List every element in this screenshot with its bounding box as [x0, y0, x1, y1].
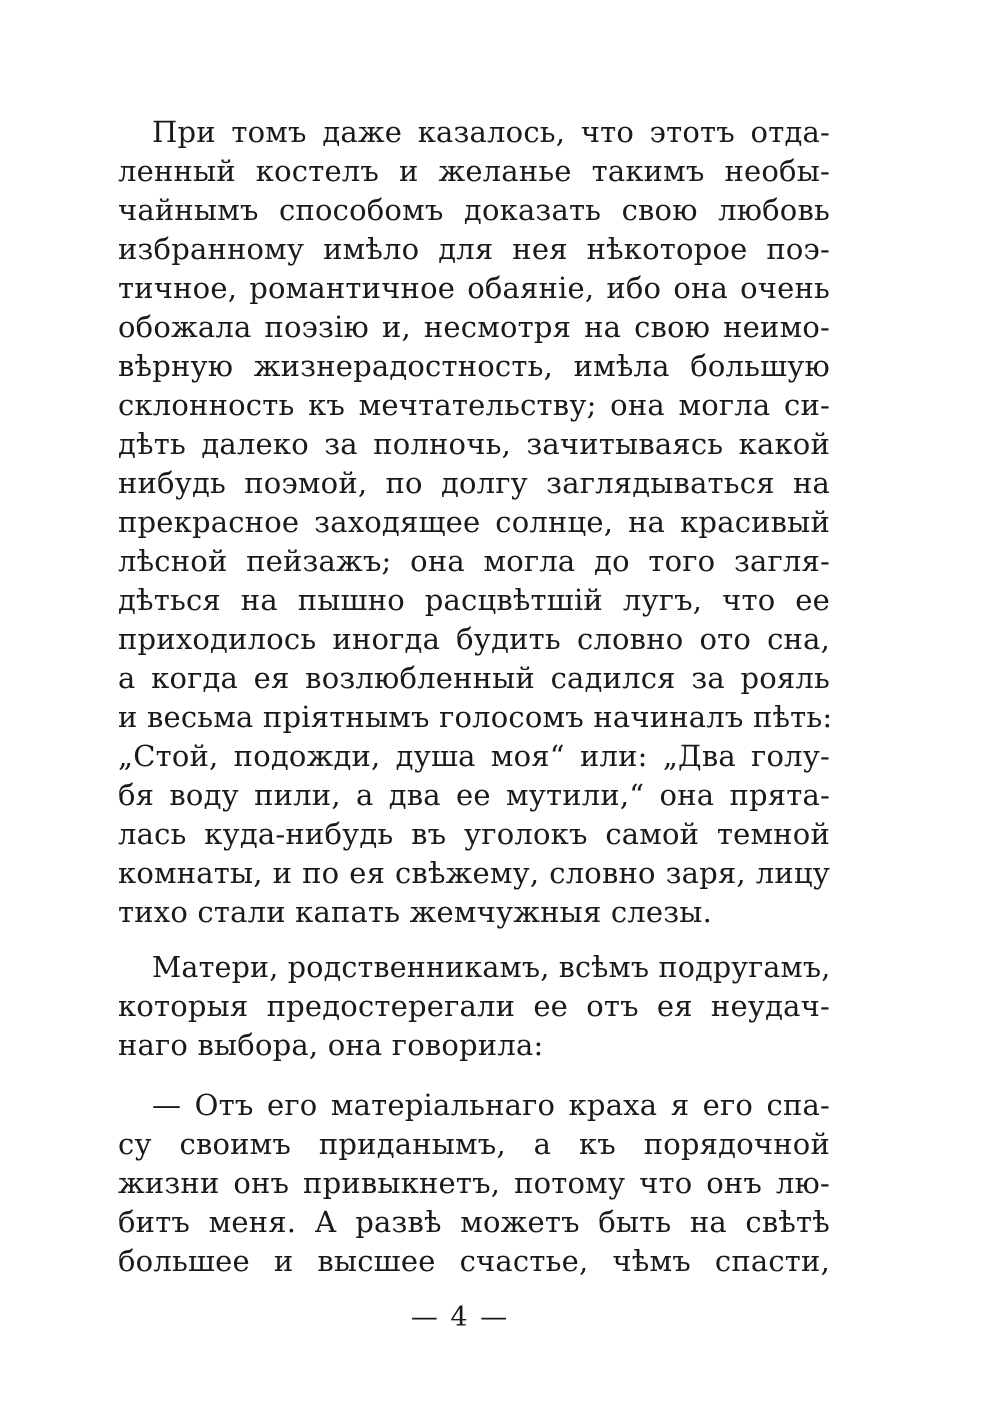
text-line: избранному имѣло для нея нѣкоторое поэ- — [118, 232, 830, 266]
text-line: приходилось иногда будить словно ото сна, — [118, 622, 830, 656]
text-line: „Стой, подожди, душа моя“ или: „Два голу- — [118, 739, 830, 773]
text-line: лѣсной пейзажъ; она могла до того загля- — [118, 544, 830, 578]
text-line: При томъ даже казалось, что этотъ отда- — [152, 115, 830, 149]
text-line: тихо стали капать жемчужныя слезы. — [118, 895, 713, 929]
text-line: большее и высшее счастье, чѣмъ спасти, — [118, 1244, 830, 1278]
text-line: комнаты, и по ея свѣжему, словно заря, лицу — [118, 856, 830, 890]
text-line: прекрасное заходящее солнце, на красивый — [118, 505, 830, 539]
text-line: наго выбора, она говорила: — [118, 1028, 544, 1062]
paragraph-1 — [118, 113, 833, 932]
text-line: Матери, родственникамъ, всѣмъ подругамъ, — [152, 951, 831, 984]
text-line: которыя предостерегали ее отъ ея неудач- — [118, 989, 830, 1023]
text-line: дѣть далеко за полночь, зачитываясь какой — [118, 427, 830, 461]
text-line: и весьма пріятнымъ голосомъ начиналъ пѣть: — [118, 700, 833, 734]
text-line: — Отъ его матеріальнаго краха я его спа- — [152, 1088, 830, 1122]
text-line: а когда ея возлюбленный садился за рояль — [118, 661, 830, 695]
text-line: дѣться на пышно расцвѣтшій лугъ, что ее — [118, 583, 830, 617]
text-line: чайнымъ способомъ доказать свою любовь — [118, 193, 830, 227]
text-line: ленный костелъ и желанье такимъ необы- — [118, 154, 830, 188]
text-line: жизни онъ привыкнетъ, потому что онъ лю- — [118, 1166, 830, 1200]
text-line: вѣрную жизнерадостность, имѣла большую — [118, 349, 830, 383]
text-line: нибудь поэмой, по долгу заглядываться на — [118, 466, 830, 500]
text-line: обожала поэзію и, несмотря на свою неимо- — [118, 310, 830, 344]
text-line: тичное, романтичное обаяніе, ибо она очень — [118, 271, 830, 305]
text-line: лась куда-нибудь въ уголокъ самой темной — [118, 817, 830, 851]
text-line: су своимъ приданымъ, а къ порядочной — [118, 1127, 830, 1161]
paragraph-3 — [118, 1086, 830, 1281]
paragraph-2 — [118, 948, 830, 1065]
page-number: — 4 — — [410, 1302, 510, 1333]
text-line: битъ меня. А развѣ можетъ быть на свѣтѣ — [118, 1205, 830, 1239]
text-line: бя воду пили, а два ее мутили,“ она прята- — [118, 778, 830, 812]
text-line: склонность къ мечтательству; она могла си- — [118, 388, 830, 422]
